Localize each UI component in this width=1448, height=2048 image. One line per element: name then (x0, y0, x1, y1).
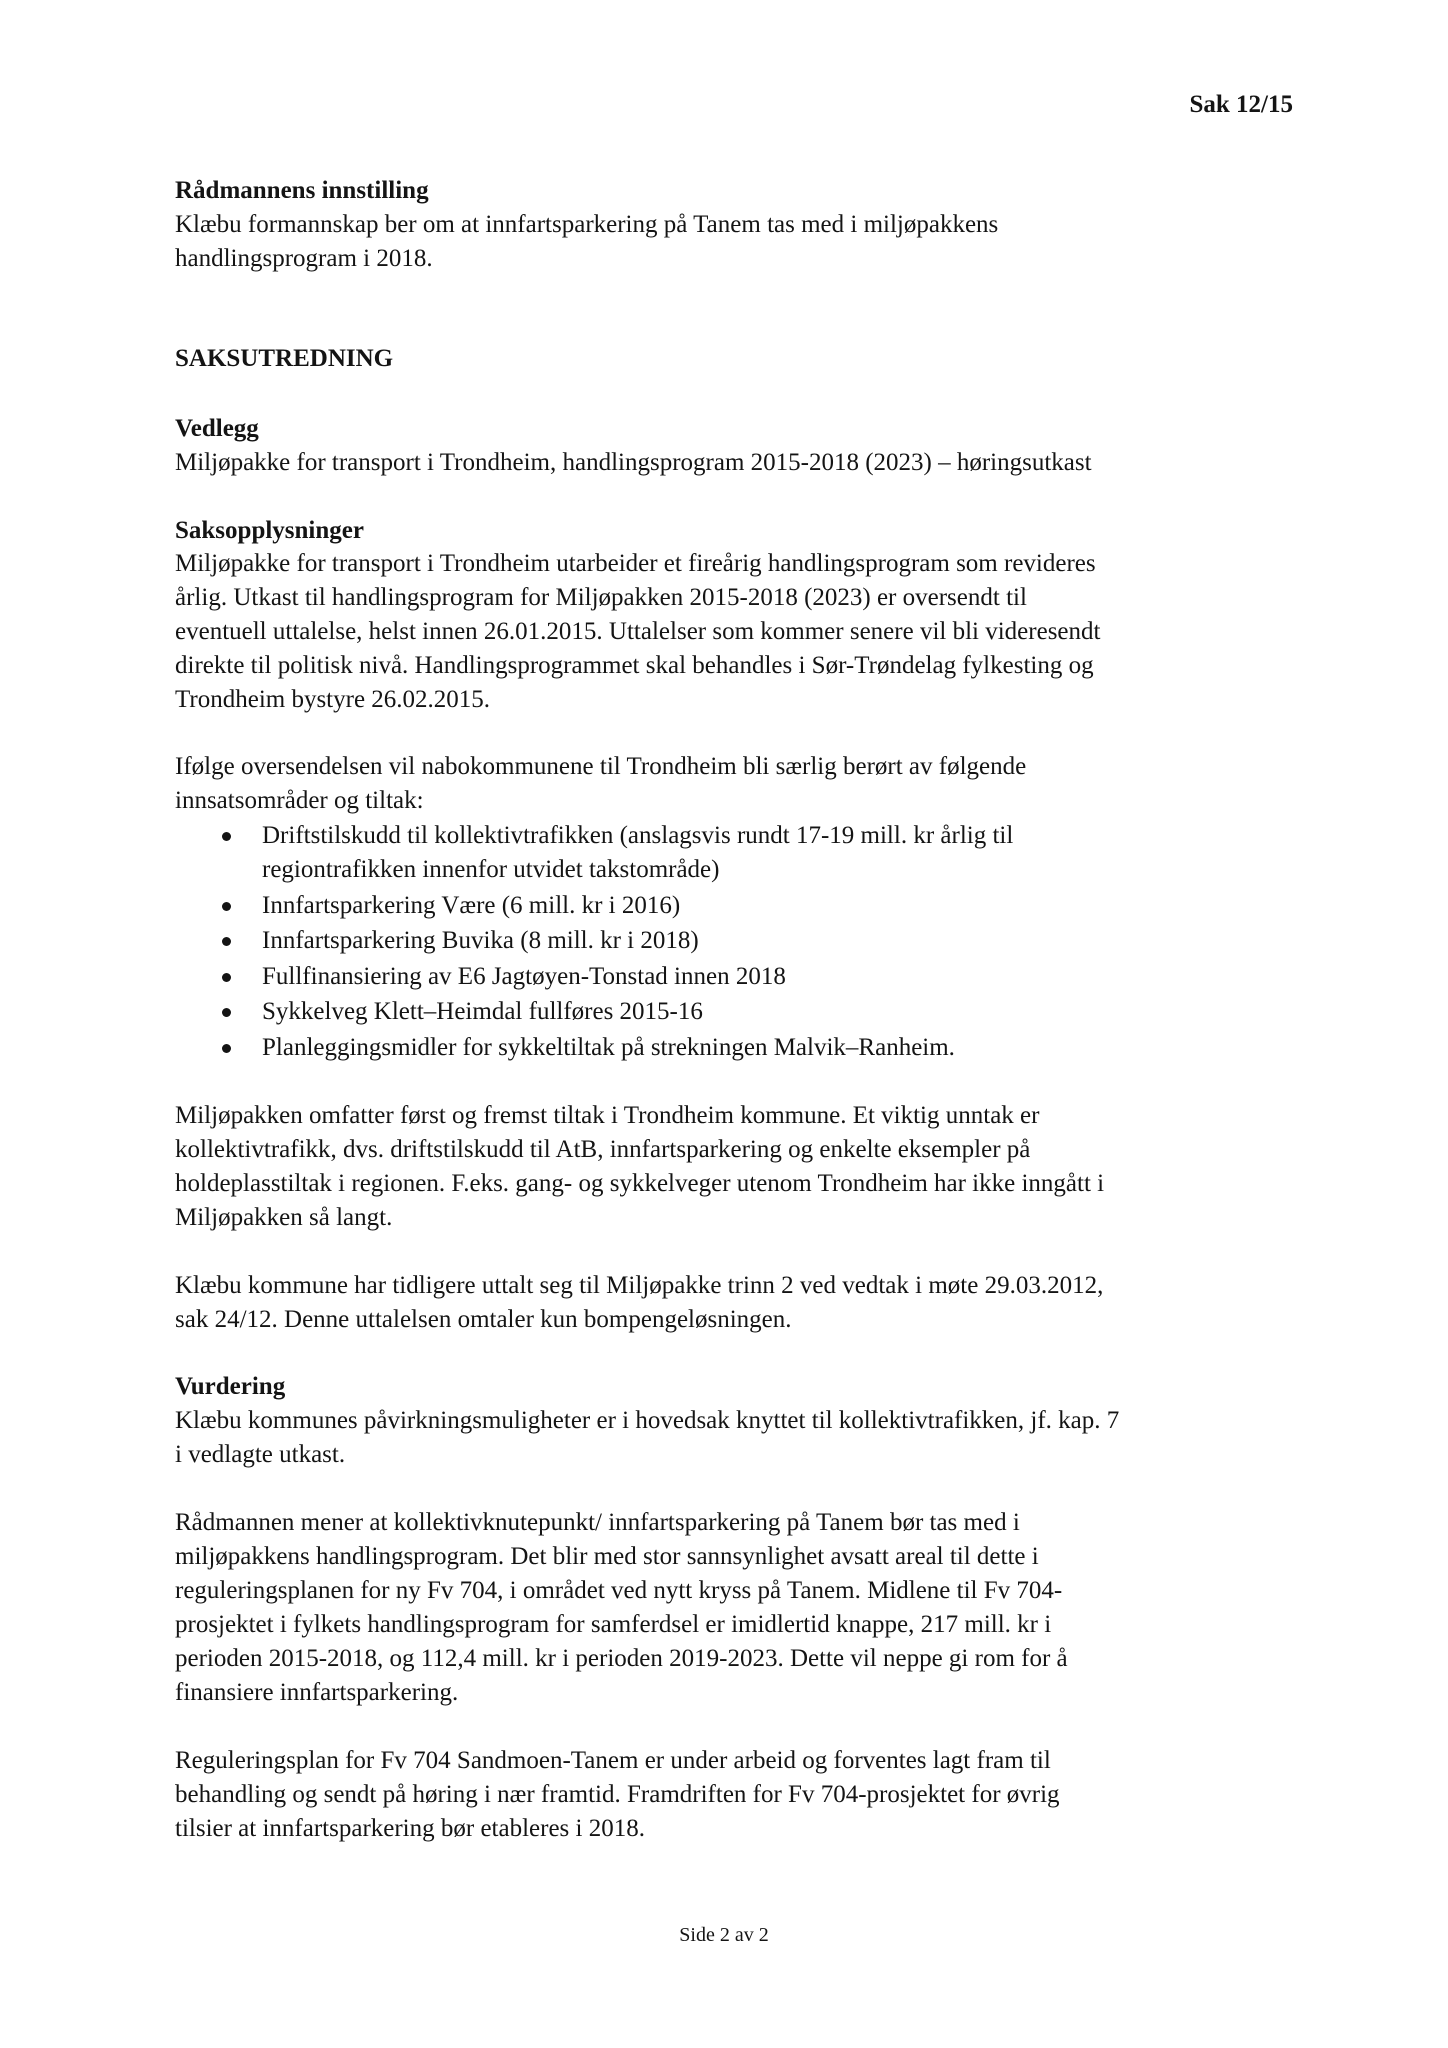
assessment-line: reguleringsplanen for ny Fv 704, i området ved nytt kryss på Tanem. Midlene til Fv 704- (175, 1577, 1063, 1604)
case-info-line: eventuell uttalelse, helst innen 26.01.2015. Uttalelser som kommer senere vil bli videresendt (175, 618, 1101, 645)
list-item-continuation: regiontrafikken innenfor utvidet takstområde) (262, 856, 720, 883)
assessment-line: Rådmannen mener at kollektivknutepunkt/ innfartsparkering på Tanem bør tas med i (175, 1509, 1020, 1536)
bullet-icon (222, 937, 231, 946)
assessment-line: finansiere innfartsparkering. (175, 1679, 459, 1706)
case-info-line: Trondheim bystyre 26.02.2015. (175, 686, 491, 713)
assessment-line: Klæbu kommunes påvirkningsmuligheter er i hovedsak knyttet til kollektivtrafikken, jf. kap. 7 (175, 1407, 1120, 1434)
case-info-line: årlig. Utkast til handlingsprogram for Miljøpakken 2015-2018 (2023) er oversendt til (175, 584, 1027, 611)
case-info-line: Miljøpakke for transport i Trondheim utarbeider et fireårig handlingsprogram som revideres (175, 550, 1096, 577)
assessment-line: behandling og sendt på høring i nær framtid. Framdriften for Fv 704-prosjektet for øvrig (175, 1781, 1060, 1808)
case-info-line: Miljøpakken omfatter først og fremst tiltak i Trondheim kommune. Et viktig unntak er (175, 1102, 1040, 1129)
list-item: Sykkelveg Klett–Heimdal fullføres 2015-16 (262, 998, 703, 1025)
bullet-icon (222, 973, 231, 982)
bullet-icon (222, 1044, 231, 1053)
list-item: Planleggingsmidler for sykkeltiltak på strekningen Malvik–Ranheim. (262, 1034, 955, 1061)
case-info-line: holdeplasstiltak i regionen. F.eks. gang- og sykkelveger utenom Trondheim har ikke inngått i (175, 1170, 1105, 1197)
assessment-heading: Vurdering (175, 1373, 286, 1400)
assessment-line: i vedlagte utkast. (175, 1441, 346, 1468)
bullet-icon (222, 1008, 231, 1017)
case-number: Sak 12/15 (1189, 91, 1293, 118)
list-item: Innfartsparkering Buvika (8 mill. kr i 2018) (262, 927, 699, 954)
list-item: Driftstilskudd til kollektivtrafikken (anslagsvis rundt 17-19 mill. kr årlig til (262, 822, 1014, 849)
assessment-line: Reguleringsplan for Fv 704 Sandmoen-Tanem er under arbeid og forventes lagt fram til (175, 1747, 1051, 1774)
attachment-line: Miljøpakke for transport i Trondheim, handlingsprogram 2015-2018 (2023) – høringsutkast (175, 449, 1092, 476)
bullet-icon (222, 832, 231, 841)
bullet-icon (222, 902, 231, 911)
report-heading: SAKSUTREDNING (175, 345, 394, 372)
assessment-line: perioden 2015-2018, og 112,4 mill. kr i perioden 2019-2023. Dette vil neppe gi rom for å (175, 1645, 1068, 1672)
case-info-line: Klæbu kommune har tidligere uttalt seg til Miljøpakke trinn 2 ved vedtak i møte 29.03.2012, (175, 1272, 1104, 1299)
case-info-line: sak 24/12. Denne uttalelsen omtaler kun bompengeløsningen. (175, 1306, 792, 1333)
case-info-line: direkte til politisk nivå. Handlingsprogrammet skal behandles i Sør-Trøndelag fylkesting og (175, 652, 1094, 679)
case-info-line: innsatsområder og tiltak: (175, 787, 424, 814)
attachment-heading: Vedlegg (175, 415, 259, 442)
list-item: Fullfinansiering av E6 Jagtøyen-Tonstad innen 2018 (262, 963, 786, 990)
assessment-line: miljøpakkens handlingsprogram. Det blir med stor sannsynlighet avsatt areal til dette i (175, 1543, 1039, 1570)
recommendation-heading: Rådmannens innstilling (175, 177, 429, 204)
case-info-line: kollektivtrafikk, dvs. driftstilskudd til AtB, innfartsparkering og enkelte eksempler på (175, 1136, 1031, 1163)
recommendation-line: Klæbu formannskap ber om at innfartsparkering på Tanem tas med i miljøpakkens (175, 211, 999, 238)
page-number: Side 2 av 2 (679, 1924, 769, 1946)
case-info-line: Ifølge oversendelsen vil nabokommunene til Trondheim bli særlig berørt av følgende (175, 753, 1027, 780)
assessment-line: prosjektet i fylkets handlingsprogram for samferdsel er imidlertid knappe, 217 mill. kr i (175, 1611, 1052, 1638)
assessment-line: tilsier at innfartsparkering bør etableres i 2018. (175, 1815, 645, 1842)
case-info-line: Miljøpakken så langt. (175, 1204, 393, 1231)
case-info-heading: Saksopplysninger (175, 517, 364, 544)
list-item: Innfartsparkering Være (6 mill. kr i 2016) (262, 892, 681, 919)
recommendation-line: handlingsprogram i 2018. (175, 245, 433, 272)
